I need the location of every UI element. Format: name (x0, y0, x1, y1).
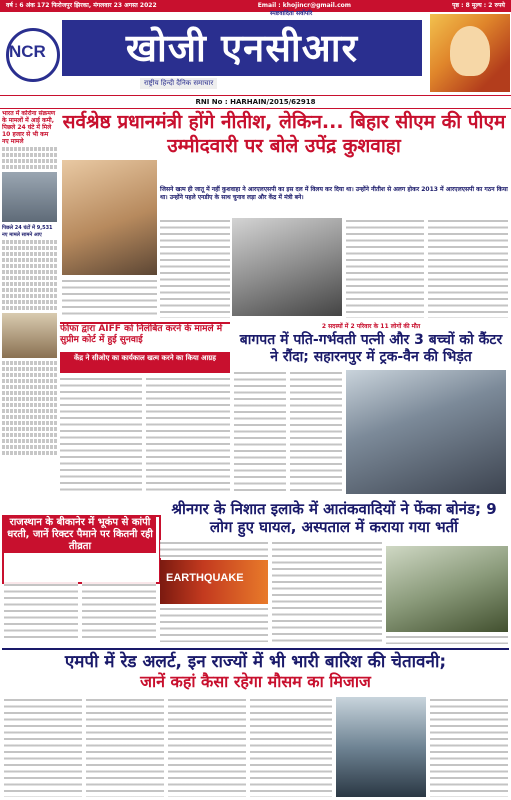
weather-text-col-1 (4, 697, 82, 797)
fifa-text-col-1 (60, 376, 142, 494)
left-photo (2, 172, 57, 222)
lead-text-col-0 (62, 278, 157, 318)
logo: NCR (9, 42, 46, 61)
left-subhead: पिछले 24 घंटों में 9,531 नए मामले सामने आए (2, 225, 53, 238)
srinagar-headline: श्रीनगर के निशात इलाके में आतंकवादियों ने फेंका बोनंड; 9 लोग हुए घायल, अस्पताल में कराया गया भर्ती (171, 500, 497, 536)
accident-text-col-1 (234, 370, 286, 494)
left-photo-2 (2, 313, 57, 358)
masthead-photo (430, 14, 510, 92)
lead-text-col-3 (346, 218, 424, 318)
quake-text-col-3 (160, 606, 268, 642)
quake-text-col-1 (4, 582, 78, 642)
earthquake-label: EARTHQUAKE (166, 572, 244, 584)
price-info: पृष्ठ : 8 मूल्य : 2 रुपये (452, 2, 505, 9)
srinagar-text-col-2 (386, 634, 508, 644)
fifa-subheadline: केंद्र ने सीओए का कार्यकाल खत्म करने का किया आग्रह (60, 352, 230, 373)
accident-photo (346, 370, 506, 494)
masthead (0, 12, 511, 94)
quake-headline: राजस्थान के बीकानेर में भूकंप से कांपी धरती, जानें रिक्टर पैमाने पर कितनी रही तीव्रता (4, 517, 156, 553)
lead-photo-press (232, 218, 342, 316)
quake-text-col-2 (82, 582, 156, 642)
lead-headline: सर्वश्रेष्ठ प्रधानमंत्री होंगे नीतीश, लेकिन... बिहार सीएम की पीएम उम्मीदवारी पर बोले उपेंद्र कुशवाहा (62, 111, 506, 157)
rain-photo (336, 697, 426, 797)
earthquake-image (160, 560, 268, 604)
tagline: राष्ट्रीय हिन्दी दैनिक समाचार (140, 78, 217, 89)
issue-info: वर्ष : 6 अंक 172 फिरोजपुर झिरका, मंगलवार 23 अगस्त 2022 (6, 2, 157, 9)
email-info: Email : khojincr@gmail.com (257, 2, 351, 9)
fifa-text-col-2 (146, 376, 230, 494)
lead-photo-portrait (62, 160, 157, 275)
accident-text-col-2 (290, 370, 342, 494)
srinagar-text-col-1 (272, 540, 382, 642)
lead-intro: जिसने खत्म ही जातू में नहीं कुशवाहा ने आरएलएसपी का इस दल में विलय कर दिया था। उन्होंने नीतीश से अलग होकर 2013 में आरएलएसपी का गठन किया था। उन्होंने पहले एनडीए के साथ चुनाव लड़ा और केंद्र में मंत्री बने। (160, 186, 508, 201)
accident-kicker: 2 सदस्यों में 2 परिवार के 11 लोगों की मौत (321, 323, 421, 330)
weather-text-col-4 (250, 697, 332, 797)
accident-headline: बागपत में पति-गर्भवती पत्नी और 3 बच्चों को कैंटर ने रौंदा; सहारनपुर में ट्रक-वैन की भिड़ंत (239, 332, 503, 365)
rni-number: RNI No : HARHAIN/2015/62918 (0, 95, 511, 109)
fifa-headline: फीफा द्वारा AIFF को निलंबित करने के मामले में सुप्रीम कोर्ट में हुई सुनवाई (60, 322, 230, 354)
quake-text-top (160, 540, 268, 558)
top-info-bar (0, 0, 511, 12)
slogan: स्पष्टवादिता सर्वोपरि (270, 10, 313, 17)
left-headline: भारत में कोरोना संक्रमण के मामलों में आई कमी, पिछले 24 घंटे में मिले 10 हजार से भी कम नए मामले (2, 110, 56, 145)
weather-text-col-2 (86, 697, 164, 797)
lead-text-col-1 (160, 218, 230, 318)
srinagar-photo (386, 546, 508, 632)
lead-text-col-4 (428, 218, 508, 318)
newspaper-title: खोजी एनसीआर (62, 20, 422, 76)
weather-subheadline: जानें कहां कैसा रहेगा मौसम का मिजाज (140, 672, 371, 691)
weather-text-col-5 (430, 697, 508, 797)
weather-text-col-3 (168, 697, 246, 797)
weather-headline: एमपी में रेड अलर्ट, इन राज्यों में भी भारी बारिश की चेतावनी; (2, 648, 509, 672)
